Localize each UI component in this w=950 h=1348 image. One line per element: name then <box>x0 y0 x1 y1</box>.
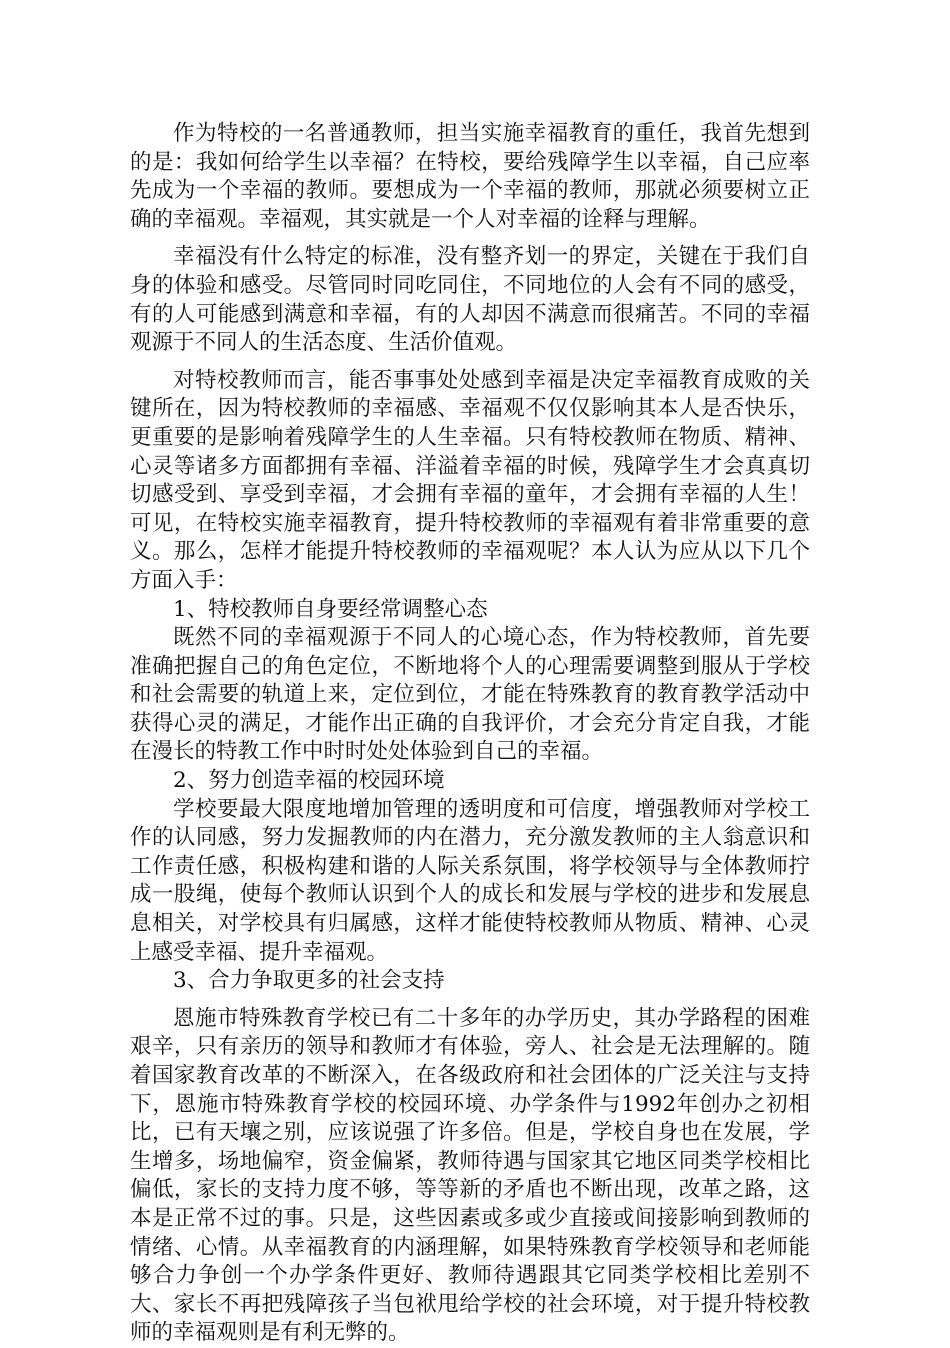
section-heading-2: 2、努力创造幸福的校园环境 <box>173 768 445 794</box>
section-heading-1: 1、特校教师自身要经常调整心态 <box>173 596 488 622</box>
paragraph-6: 恩施市特殊教育学校已有二十多年的办学历史，其办学路程的困难艰辛，只有亲历的领导和教师才有体验，旁人、社会是无法理解的。随着国家教育改革的不断深入，在各级政府和社会团体的广泛关注与支持下，恩施市特殊教育学校的校园环境、办学条件与1992年创办之初相比，已有天壤之别，应该说强了许多倍。但是，学校自身也在发展，学生增多，场地偏窄，资金偏紧，教师待遇与国家其它地区同类学校相比偏低，家长的支持力度不够，等等新的矛盾也不断出现，改革之路，这本是正常不过的事。只是，这些因素或多或少直接或间接影响到教师的情绪、心情。从幸福教育的内涵理解，如果特殊教育学校领导和老师能够合力争创一个办学条件更好、教师待遇跟其它同类学校相比差别不大、家长不再把残障孩子当包袱甩给学校的社会环境，对于提升特校教师的幸福观则是有利无弊的。 <box>130 1005 811 1346</box>
paragraph-2: 幸福没有什么特定的标准，没有整齐划一的界定，关键在于我们自身的体验和感受。尽管同时同吃同住，不同地位的人会有不同的感受，有的人可能感到满意和幸福，有的人却因不满意而很痛苦。不同的幸福观源于不同人的生活态度、生活价值观。 <box>130 244 810 356</box>
paragraph-3: 对特校教师而言，能否事事处处感到幸福是决定幸福教育成败的关键所在，因为特校教师的幸福感、幸福观不仅仅影响其本人是否快乐，更重要的是影响着残障学生的人生幸福。只有特校教师在物质、精神、心灵等诸多方面都拥有幸福、洋溢着幸福的时候，残障学生才会真真切切感受到、享受到幸福，才会拥有幸福的童年，才会拥有幸福的人生！可见，在特校实施幸福教育，提升特校教师的幸福观有着非常重要的意义。那么，怎样才能提升特校教师的幸福观呢？本人认为应从以下几个方面入手： <box>130 367 810 593</box>
paragraph-5: 学校要最大限度地增加管理的透明度和可信度，增强教师对学校工作的认同感，努力发掘教师的内在潜力，充分激发教师的主人翁意识和工作责任感，积极构建和谐的人际关系氛围，将学校领导与全体教师拧成一股绳，使每个教师认识到个人的成长和发展与学校的进步和发展息息相关，对学校具有归属感，这样才能使特校教师从物质、精神、心灵上感受幸福、提升幸福观。 <box>130 796 810 965</box>
section-heading-3: 3、合力争取更多的社会支持 <box>173 968 445 994</box>
document-body <box>130 120 810 1348</box>
paragraph-1: 作为特校的一名普通教师，担当实施幸福教育的重任，我首先想到的是：我如何给学生以幸福？在特校，要给残障学生以幸福，自己应率先成为一个幸福的教师。要想成为一个幸福的教师，那就必须要树立正确的幸福观。幸福观，其实就是一个人对幸福的诠释与理解。 <box>130 121 810 232</box>
paragraph-4: 既然不同的幸福观源于不同人的心境心态，作为特校教师，首先要准确把握自己的角色定位，不断地将个人的心理需要调整到服从于学校和社会需要的轨道上来，定位到位，才能在特殊教育的教育教学活动中获得心灵的满足，才能作出正确的自我评价，才会充分肯定自我，才能在漫长的特教工作中时时处处体验到自己的幸福。 <box>130 625 810 765</box>
